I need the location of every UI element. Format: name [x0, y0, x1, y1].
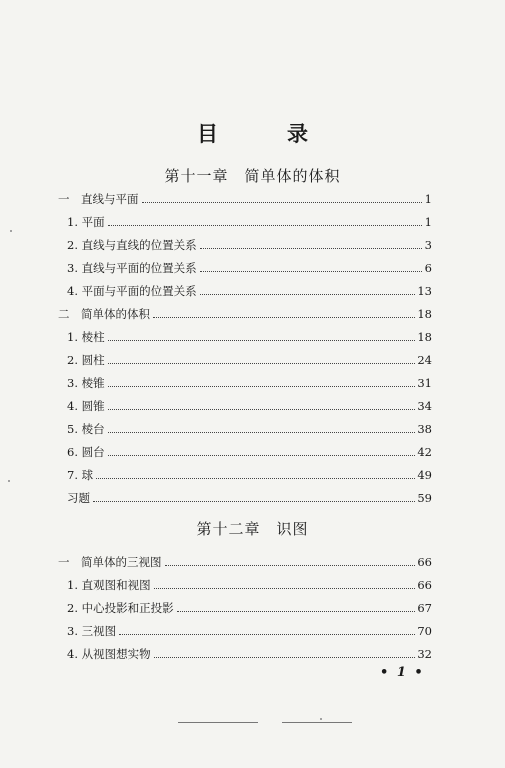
dot-leader: [142, 202, 423, 203]
toc-entry-page: 18: [417, 307, 432, 321]
dot-leader: [108, 340, 416, 341]
toc-entry-page: 3: [424, 238, 432, 252]
scan-artifact-line: [178, 722, 258, 723]
dot-leader: [165, 565, 416, 566]
toc-entry[interactable]: [58, 439, 432, 459]
toc-entry-page: 70: [417, 624, 432, 638]
toc-entry[interactable]: [58, 595, 432, 615]
toc-entry-label: 1. 直观图和视图: [67, 578, 151, 592]
dot-leader: [154, 657, 416, 658]
scan-speck: [8, 480, 10, 482]
dot-leader: [108, 409, 416, 410]
toc-entry-label: 2. 中心投影和正投影: [67, 601, 174, 615]
toc-entry-label: 3. 棱锥: [67, 376, 105, 390]
toc-entry[interactable]: [58, 416, 432, 436]
toc-entry-label: 习题: [67, 491, 90, 505]
toc-entry-page: 66: [417, 578, 432, 592]
dot-leader: [108, 455, 416, 456]
toc-entry-label: 1. 平面: [67, 215, 105, 229]
toc-entry-label: 4. 平面与平面的位置关系: [67, 284, 197, 298]
toc-entry[interactable]: [58, 485, 432, 505]
scan-speck: [10, 230, 12, 232]
toc-entry[interactable]: [58, 255, 432, 275]
toc-entry-label: 一 简单体的三视图: [58, 555, 162, 569]
toc-entry-label: 6. 圆台: [67, 445, 105, 459]
toc-entry-label: 1. 棱柱: [67, 330, 105, 344]
dot-leader: [200, 271, 422, 272]
toc-entry[interactable]: [58, 618, 432, 638]
toc-entry-label: 2. 圆柱: [67, 353, 105, 367]
toc-entry-page: 31: [417, 376, 432, 390]
toc-entry-page: 13: [417, 284, 432, 298]
toc-entry-page: 59: [417, 491, 432, 505]
toc-entry-page: 67: [417, 601, 432, 615]
dot-leader: [119, 634, 415, 635]
toc-entry-label: 3. 直线与平面的位置关系: [67, 261, 197, 275]
page-number: • 1 •: [380, 665, 425, 680]
toc-entry-label: 4. 圆锥: [67, 399, 105, 413]
scan-speck: [320, 718, 322, 720]
toc-entry-page: 49: [417, 468, 432, 482]
toc-entry-page: 1: [424, 192, 432, 206]
toc-entry-label: 二 简单体的体积: [58, 307, 150, 321]
toc-entry[interactable]: [58, 232, 432, 252]
dot-leader: [200, 248, 422, 249]
toc-entry-label: 7. 球: [67, 468, 94, 482]
toc-entry-label: 4. 从视图想实物: [67, 647, 151, 661]
toc-entry[interactable]: [58, 549, 432, 569]
dot-leader: [177, 611, 416, 612]
chapter-heading-12: 第十二章 识图: [196, 520, 309, 538]
dot-leader: [93, 501, 415, 502]
dot-leader: [108, 432, 416, 433]
toc-entry[interactable]: [58, 324, 432, 344]
toc-entry-page: 24: [417, 353, 432, 367]
toc-entry[interactable]: [58, 641, 432, 661]
toc-entry-page: 38: [417, 422, 432, 436]
dot-leader: [108, 363, 416, 364]
dot-leader: [153, 317, 415, 318]
toc-entry[interactable]: [58, 301, 432, 321]
toc-entry[interactable]: [58, 462, 432, 482]
toc-entry-label: 5. 棱台: [67, 422, 105, 436]
toc-entry-page: 6: [424, 261, 432, 275]
toc-entry[interactable]: [58, 370, 432, 390]
toc-entry-page: 18: [417, 330, 432, 344]
toc-entry-label: 一 直线与平面: [58, 192, 139, 206]
dot-leader: [154, 588, 416, 589]
page-title: 目 录: [197, 121, 332, 146]
toc-entry-page: 1: [424, 215, 432, 229]
chapter-heading-11: 第十一章 简单体的体积: [164, 167, 341, 185]
toc-entry[interactable]: [58, 278, 432, 298]
toc-entry[interactable]: [58, 347, 432, 367]
scan-artifact-line: [282, 722, 352, 723]
dot-leader: [108, 386, 416, 387]
toc-entry[interactable]: [58, 393, 432, 413]
toc-entry-page: 32: [417, 647, 432, 661]
toc-entry-page: 42: [417, 445, 432, 459]
toc-entry[interactable]: [58, 209, 432, 229]
toc-entry-page: 34: [417, 399, 432, 413]
dot-leader: [108, 225, 422, 226]
dot-leader: [96, 478, 415, 479]
toc-entry-label: 2. 直线与直线的位置关系: [67, 238, 197, 252]
toc-entry[interactable]: [58, 186, 432, 206]
toc-entry-page: 66: [417, 555, 432, 569]
dot-leader: [200, 294, 416, 295]
toc-entry[interactable]: [58, 572, 432, 592]
toc-entry-label: 3. 三视图: [67, 624, 117, 638]
